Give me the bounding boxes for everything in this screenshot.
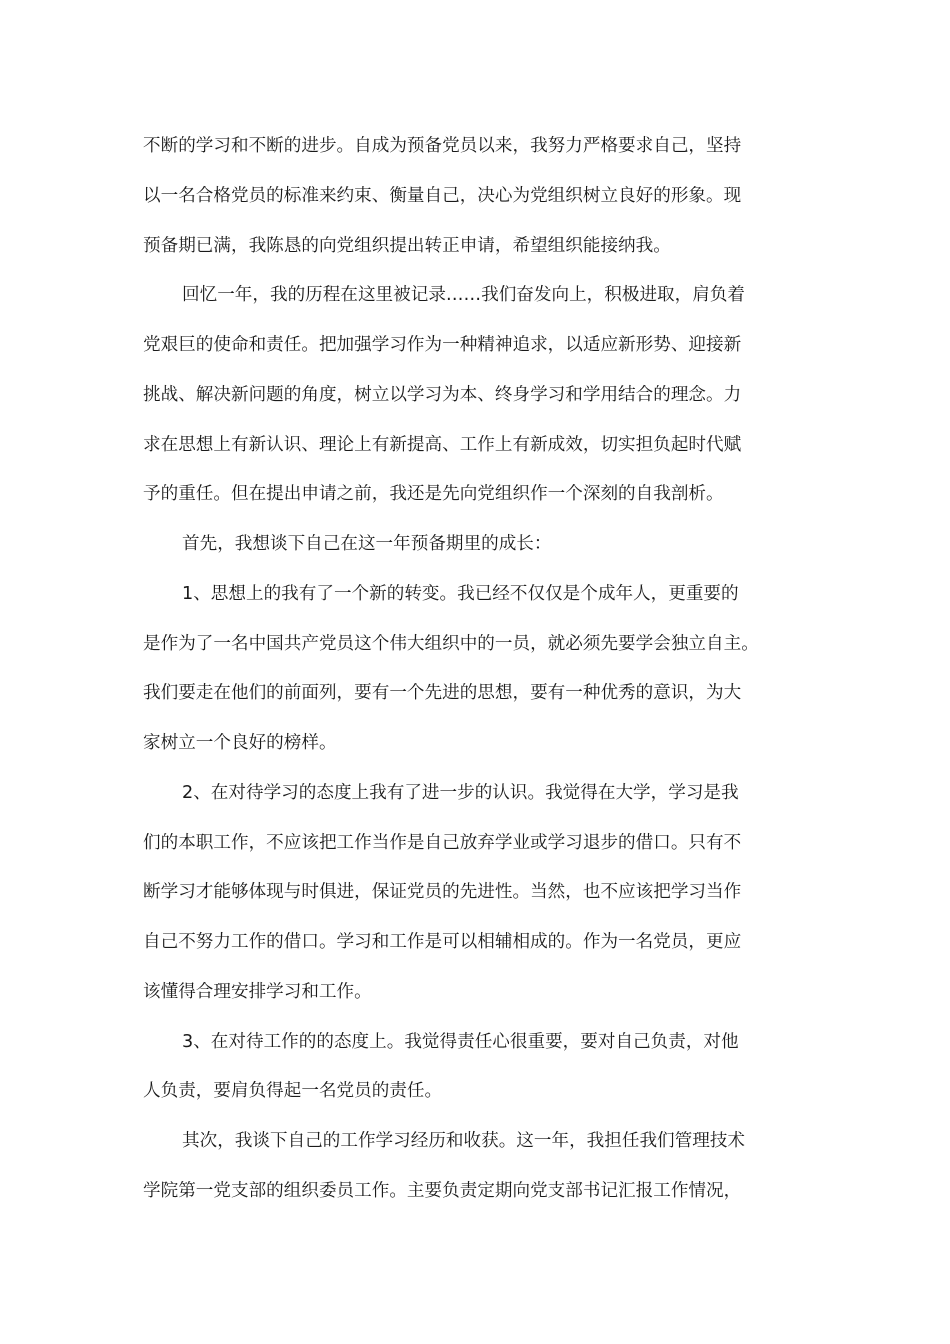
text-line: 不断的学习和不断的进步。自成为预备党员以来，我努力严格要求自己，坚持 <box>143 136 742 156</box>
text-line: 预备期已满，我陈恳的向党组织提出转正申请，希望组织能接纳我。 <box>143 235 671 256</box>
text-line: 人负责，要肩负得起一名党员的责任。 <box>143 1081 443 1102</box>
text-line: 挑战、解决新问题的角度，树立以学习为本、终身学习和学用结合的理念。力 <box>143 384 742 405</box>
text-line: 予的重任。但在提出申请之前，我还是先向党组织作一个深刻的自我剖析。 <box>143 484 724 505</box>
paragraph-start-line: 1、思想上的我有了一个新的转变。我已经不仅仅是个成年人，更重要的 <box>182 583 739 604</box>
text-line: 学院第一党支部的组织委员工作。主要负责定期向党支部书记汇报工作情况， <box>143 1180 742 1201</box>
text-line: 是作为了一名中国共产党员这个伟大组织中的一员，就必须先要学会独立自主。 <box>143 633 759 654</box>
text-line: 该懂得合理安排学习和工作。 <box>143 981 372 1002</box>
text-line: 我们要走在他们的前面列，要有一个先进的思想，要有一种优秀的意识，为大 <box>143 683 742 704</box>
text-line: 党艰巨的使命和责任。把加强学习作为一种精神追求，以适应新形势、迎接新 <box>143 335 742 355</box>
paragraph-start-line: 2、在对待学习的态度上我有了进一步的认识。我觉得在大学，学习是我 <box>182 782 739 803</box>
document-body <box>143 122 808 1217</box>
text-line: 们的本职工作，不应该把工作当作是自己放弃学业或学习退步的借口。只有不 <box>143 832 742 853</box>
text-line: 断学习才能够体现与时俱进，保证党员的先进性。当然，也不应该把学习当作 <box>143 882 742 903</box>
text-line: 自己不努力工作的借口。学习和工作是可以相辅相成的。作为一名党员，更应 <box>143 932 742 952</box>
paragraph-start-line: 3、在对待工作的的态度上。我觉得责任心很重要，要对自己负责，对他 <box>182 1031 739 1052</box>
text-line: 家树立一个良好的榜样。 <box>143 733 337 753</box>
text-line: 以一名合格党员的标准来约束、衡量自己，决心为党组织树立良好的形象。现 <box>143 185 742 206</box>
paragraph-start-line: 首先，我想谈下自己在这一年预备期里的成长： <box>182 534 552 554</box>
paragraph-start-line: 其次，我谈下自己的工作学习经历和收获。这一年，我担任我们管理技术 <box>182 1131 746 1151</box>
text-line: 求在思想上有新认识、理论上有新提高、工作上有新成效，切实担负起时代赋 <box>143 434 742 455</box>
paragraph-start-line: 回忆一年，我的历程在这里被记录……我们奋发向上，积极进取，肩负着 <box>182 285 746 306</box>
